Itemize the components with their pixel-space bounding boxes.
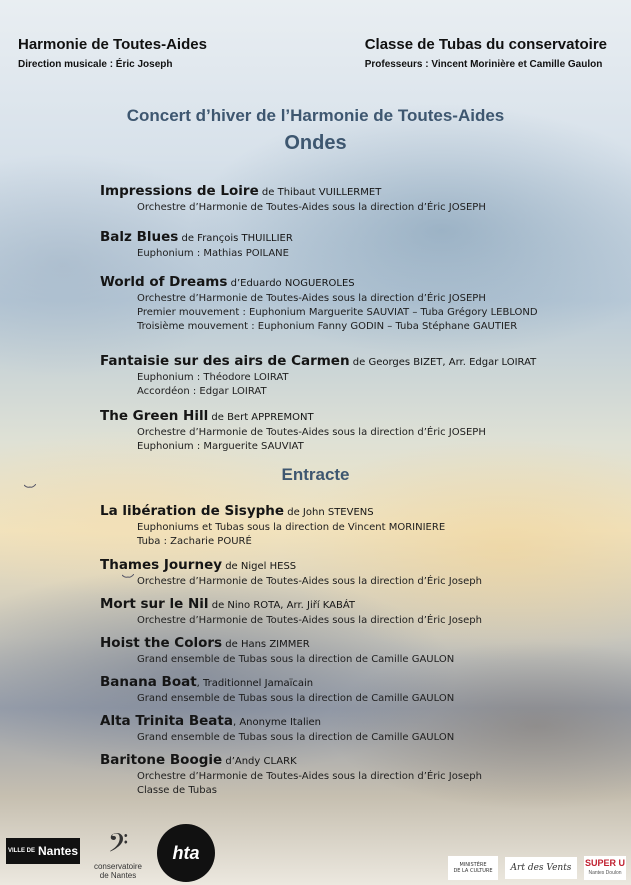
hta-logo: hta — [157, 824, 215, 882]
piece-performer: Grand ensemble de Tubas sous la direction de Camille GAULON — [137, 654, 455, 665]
conservatoire-logo: 𝄢 conservatoire de Nantes — [93, 827, 143, 880]
piece-composer: de John STEVENS — [284, 507, 374, 518]
piece-performer: Euphonium : Marguerite SAUVIAT — [137, 441, 304, 452]
programme-piece — [100, 180, 486, 213]
piece-performer: Grand ensemble de Tubas sous la direction de Camille GAULON — [137, 693, 455, 704]
class-name: Classe de Tubas du conservatoire — [364, 36, 607, 53]
piece-performer: Orchestre d’Harmonie de Toutes-Aides sous la direction d’Éric JOSEPH — [137, 427, 486, 438]
piece-performer: Euphonium : Mathias POILANE — [137, 248, 289, 259]
piece-performer: Accordéon : Edgar LOIRAT — [137, 386, 267, 397]
piece-performer: Orchestre d’Harmonie de Toutes-Aides sous la direction d’Éric Joseph — [137, 615, 482, 626]
piece-performer: Orchestre d’Harmonie de Toutes-Aides sous la direction d’Éric JOSEPH — [137, 293, 486, 304]
programme-piece — [100, 671, 454, 704]
piece-title: Mort sur le Nil — [100, 596, 209, 612]
piece-performer: Orchestre d’Harmonie de Toutes-Aides sous la direction d’Éric JOSEPH — [137, 202, 486, 213]
ensemble-director: Direction musicale : Éric Joseph — [18, 59, 173, 70]
header-left — [18, 36, 207, 70]
piece-title: World of Dreams — [100, 274, 228, 290]
piece-composer: de Nigel HESS — [222, 561, 297, 572]
class-teachers: Professeurs : Vincent Morinière et Camille Gaulon — [364, 59, 603, 70]
piece-performer: Orchestre d’Harmonie de Toutes-Aides sous la direction d’Éric Joseph — [137, 771, 482, 782]
piece-title: Banana Boat — [100, 674, 197, 690]
header-right — [365, 36, 607, 70]
programme-piece — [100, 749, 482, 796]
bird-icon — [24, 484, 36, 490]
piece-performer: Euphonium : Théodore LOIRAT — [137, 372, 289, 383]
bird-icon — [122, 574, 134, 580]
programme-piece — [100, 271, 538, 332]
piece-title: Balz Blues — [100, 229, 179, 245]
piece-title: Hoist the Colors — [100, 635, 223, 651]
programme-piece — [100, 500, 445, 547]
programme-piece — [100, 226, 293, 259]
piece-title: La libération de Sisyphe — [100, 503, 285, 519]
piece-performer: Troisième mouvement : Euphonium Fanny GODIN – Tuba Stéphane GAUTIER — [137, 321, 518, 332]
bass-clef-icon: 𝄢 — [107, 827, 129, 865]
ministere-culture-logo: MINISTÈRE DE LA CULTURE — [448, 856, 498, 880]
piece-performer: Euphoniums et Tubas sous la direction de Vincent MORINIERE — [137, 522, 446, 533]
concert-title: Concert d’hiver de l’Harmonie de Toutes-Aides — [126, 106, 505, 125]
piece-title: Fantaisie sur des airs de Carmen — [100, 353, 350, 369]
piece-composer: de Georges BIZET, Arr. Edgar LOIRAT — [349, 357, 537, 368]
piece-title: Thames Journey — [100, 557, 223, 573]
piece-performer: Classe de Tubas — [137, 785, 217, 796]
programme-piece — [100, 710, 454, 743]
piece-composer: de Thibaut VUILLERMET — [258, 187, 382, 198]
piece-performer: Orchestre d’Harmonie de Toutes-Aides sous la direction d’Éric Joseph — [137, 576, 482, 587]
part2-title: Entracte — [281, 465, 350, 484]
piece-composer: d’Eduardo NOGUEROLES — [227, 278, 355, 289]
piece-performer: Premier mouvement : Euphonium Marguerite SAUVIAT – Tuba Grégory LEBLOND — [137, 307, 538, 318]
programme-piece — [100, 632, 454, 665]
piece-composer: , Traditionnel Jamaïcain — [196, 678, 314, 689]
piece-title: Impressions de Loire — [100, 183, 259, 199]
programme-piece — [100, 350, 536, 397]
piece-title: Baritone Boogie — [100, 752, 223, 768]
programme-piece — [100, 554, 482, 587]
piece-composer: de Bert APPREMONT — [208, 412, 314, 423]
programme-piece — [100, 593, 482, 626]
piece-performer: Grand ensemble de Tubas sous la direction de Camille GAULON — [137, 732, 455, 743]
piece-title: The Green Hill — [100, 408, 209, 424]
programme-piece — [100, 405, 486, 452]
part1-title: Ondes — [284, 132, 347, 154]
ville-de-nantes-logo: VILLE DE Nantes — [6, 838, 80, 864]
piece-composer: de François THUILLIER — [178, 233, 293, 244]
piece-composer: d’Andy CLARK — [222, 756, 297, 767]
super-u-logo: SUPER U Nantes Doulon — [584, 856, 626, 880]
art-des-vents-logo: Art des Vents — [505, 857, 577, 879]
piece-performer: Tuba : Zacharie POURÉ — [137, 536, 252, 547]
piece-composer: , Anonyme Italien — [232, 717, 322, 728]
piece-composer: de Hans ZIMMER — [222, 639, 310, 650]
ensemble-name: Harmonie de Toutes-Aides — [18, 36, 207, 53]
piece-title: Alta Trinita Beata — [100, 713, 233, 729]
piece-composer: de Nino ROTA, Arr. Jiří KABÁT — [208, 600, 356, 611]
